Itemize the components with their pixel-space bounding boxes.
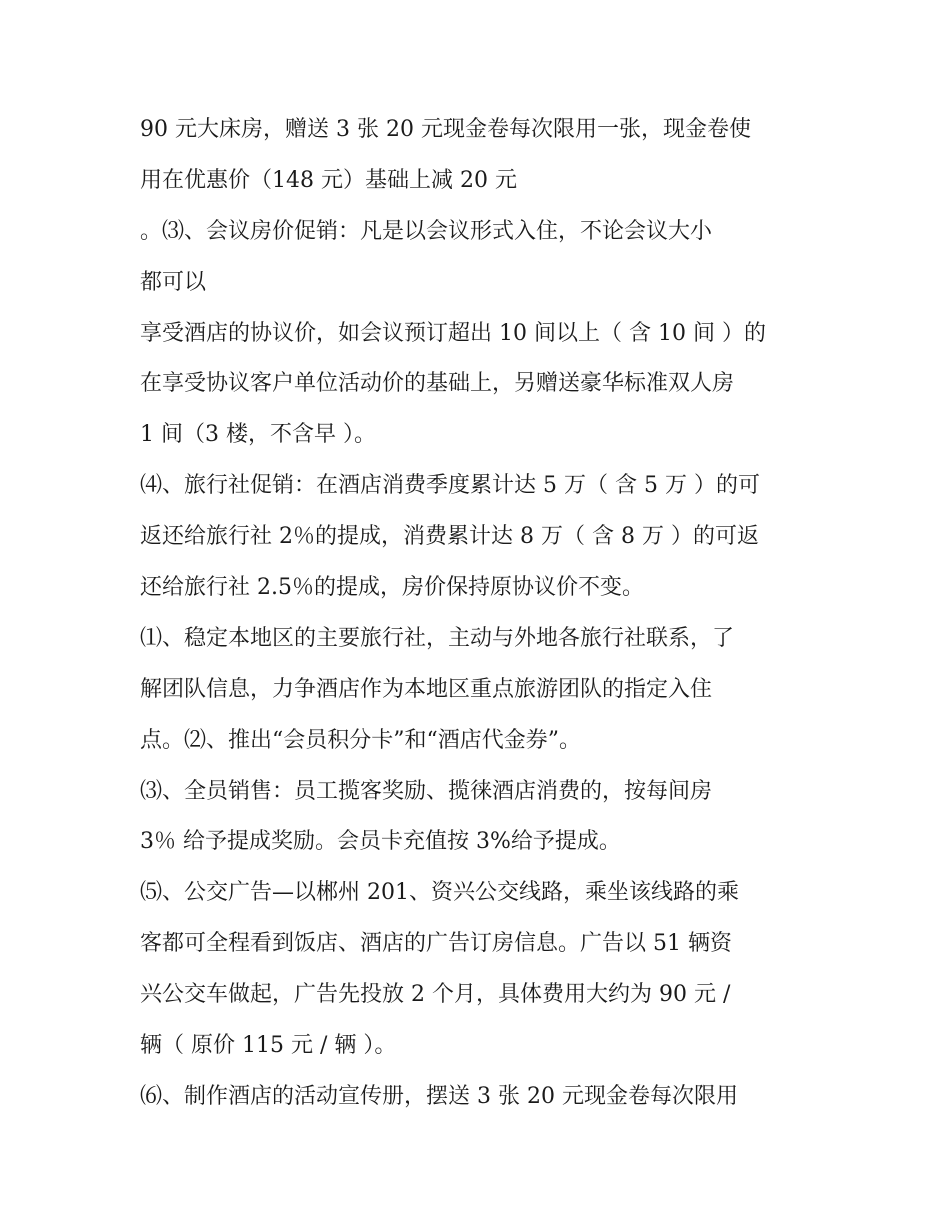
text-line-12: 解团队信息，力争酒店作为本地区重点旅游团队的指定入住: [140, 676, 713, 702]
text-line-11: ⑴、稳定本地区的主要旅行社，主动与外地各旅行社联系，了: [140, 625, 735, 651]
document-body: [140, 105, 830, 1123]
text-line-18: 兴公交车做起，广告先投放 2 个月，具体费用大约为 90 元 /: [140, 982, 731, 1008]
text-line-4: 都可以: [140, 269, 207, 295]
text-line-8: ⑷、旅行社促销：在酒店消费季度累计达 5 万（ 含 5 万 ）的可: [140, 473, 760, 499]
text-line-15: 3％ 给予提成奖励。会员卡充值按 3%给予提成。: [140, 829, 621, 855]
text-line-10: 还给旅行社 2.5％的提成，房价保持原协议价不变。: [140, 575, 644, 601]
text-line-6: 在享受协议客户单位活动价的基础上，另赠送豪华标准双人房: [140, 371, 735, 397]
text-line-16: ⑸、公交广告—以郴州 201、资兴公交线路，乘坐该线路的乘: [140, 880, 739, 906]
text-line-20: ⑹、制作酒店的活动宣传册，摆送 3 张 20 元现金卷每次限用: [140, 1083, 738, 1109]
text-line-7: 1 间（3 楼，不含早 ）。: [140, 422, 376, 448]
text-line-3: 。⑶、会议房价促销：凡是以会议形式入住，不论会议大小: [140, 218, 713, 244]
text-line-9: 返还给旅行社 2％的提成，消费累计达 8 万（ 含 8 万 ）的可返: [140, 524, 759, 550]
text-line-19: 辆（ 原价 115 元 / 辆 ）。: [140, 1033, 397, 1059]
text-line-13: 点。⑵、推出“会员积分卡”和“酒店代金券”。: [140, 727, 581, 753]
text-line-5: 享受酒店的协议价，如会议预订超出 10 间以上（ 含 10 间 ）的: [140, 320, 766, 346]
text-line-2: 用在优惠价（148 元）基础上减 20 元: [140, 167, 517, 193]
text-line-1: 90 元大床房，赠送 3 张 20 元现金卷每次限用一张，现金卷使: [140, 117, 751, 142]
text-line-17: 客都可全程看到饭店、酒店的广告订房信息。广告以 51 辆资: [140, 931, 732, 957]
text-line-14: ⑶、全员销售：员工揽客奖励、揽徕酒店消费的，按每间房: [140, 778, 713, 804]
